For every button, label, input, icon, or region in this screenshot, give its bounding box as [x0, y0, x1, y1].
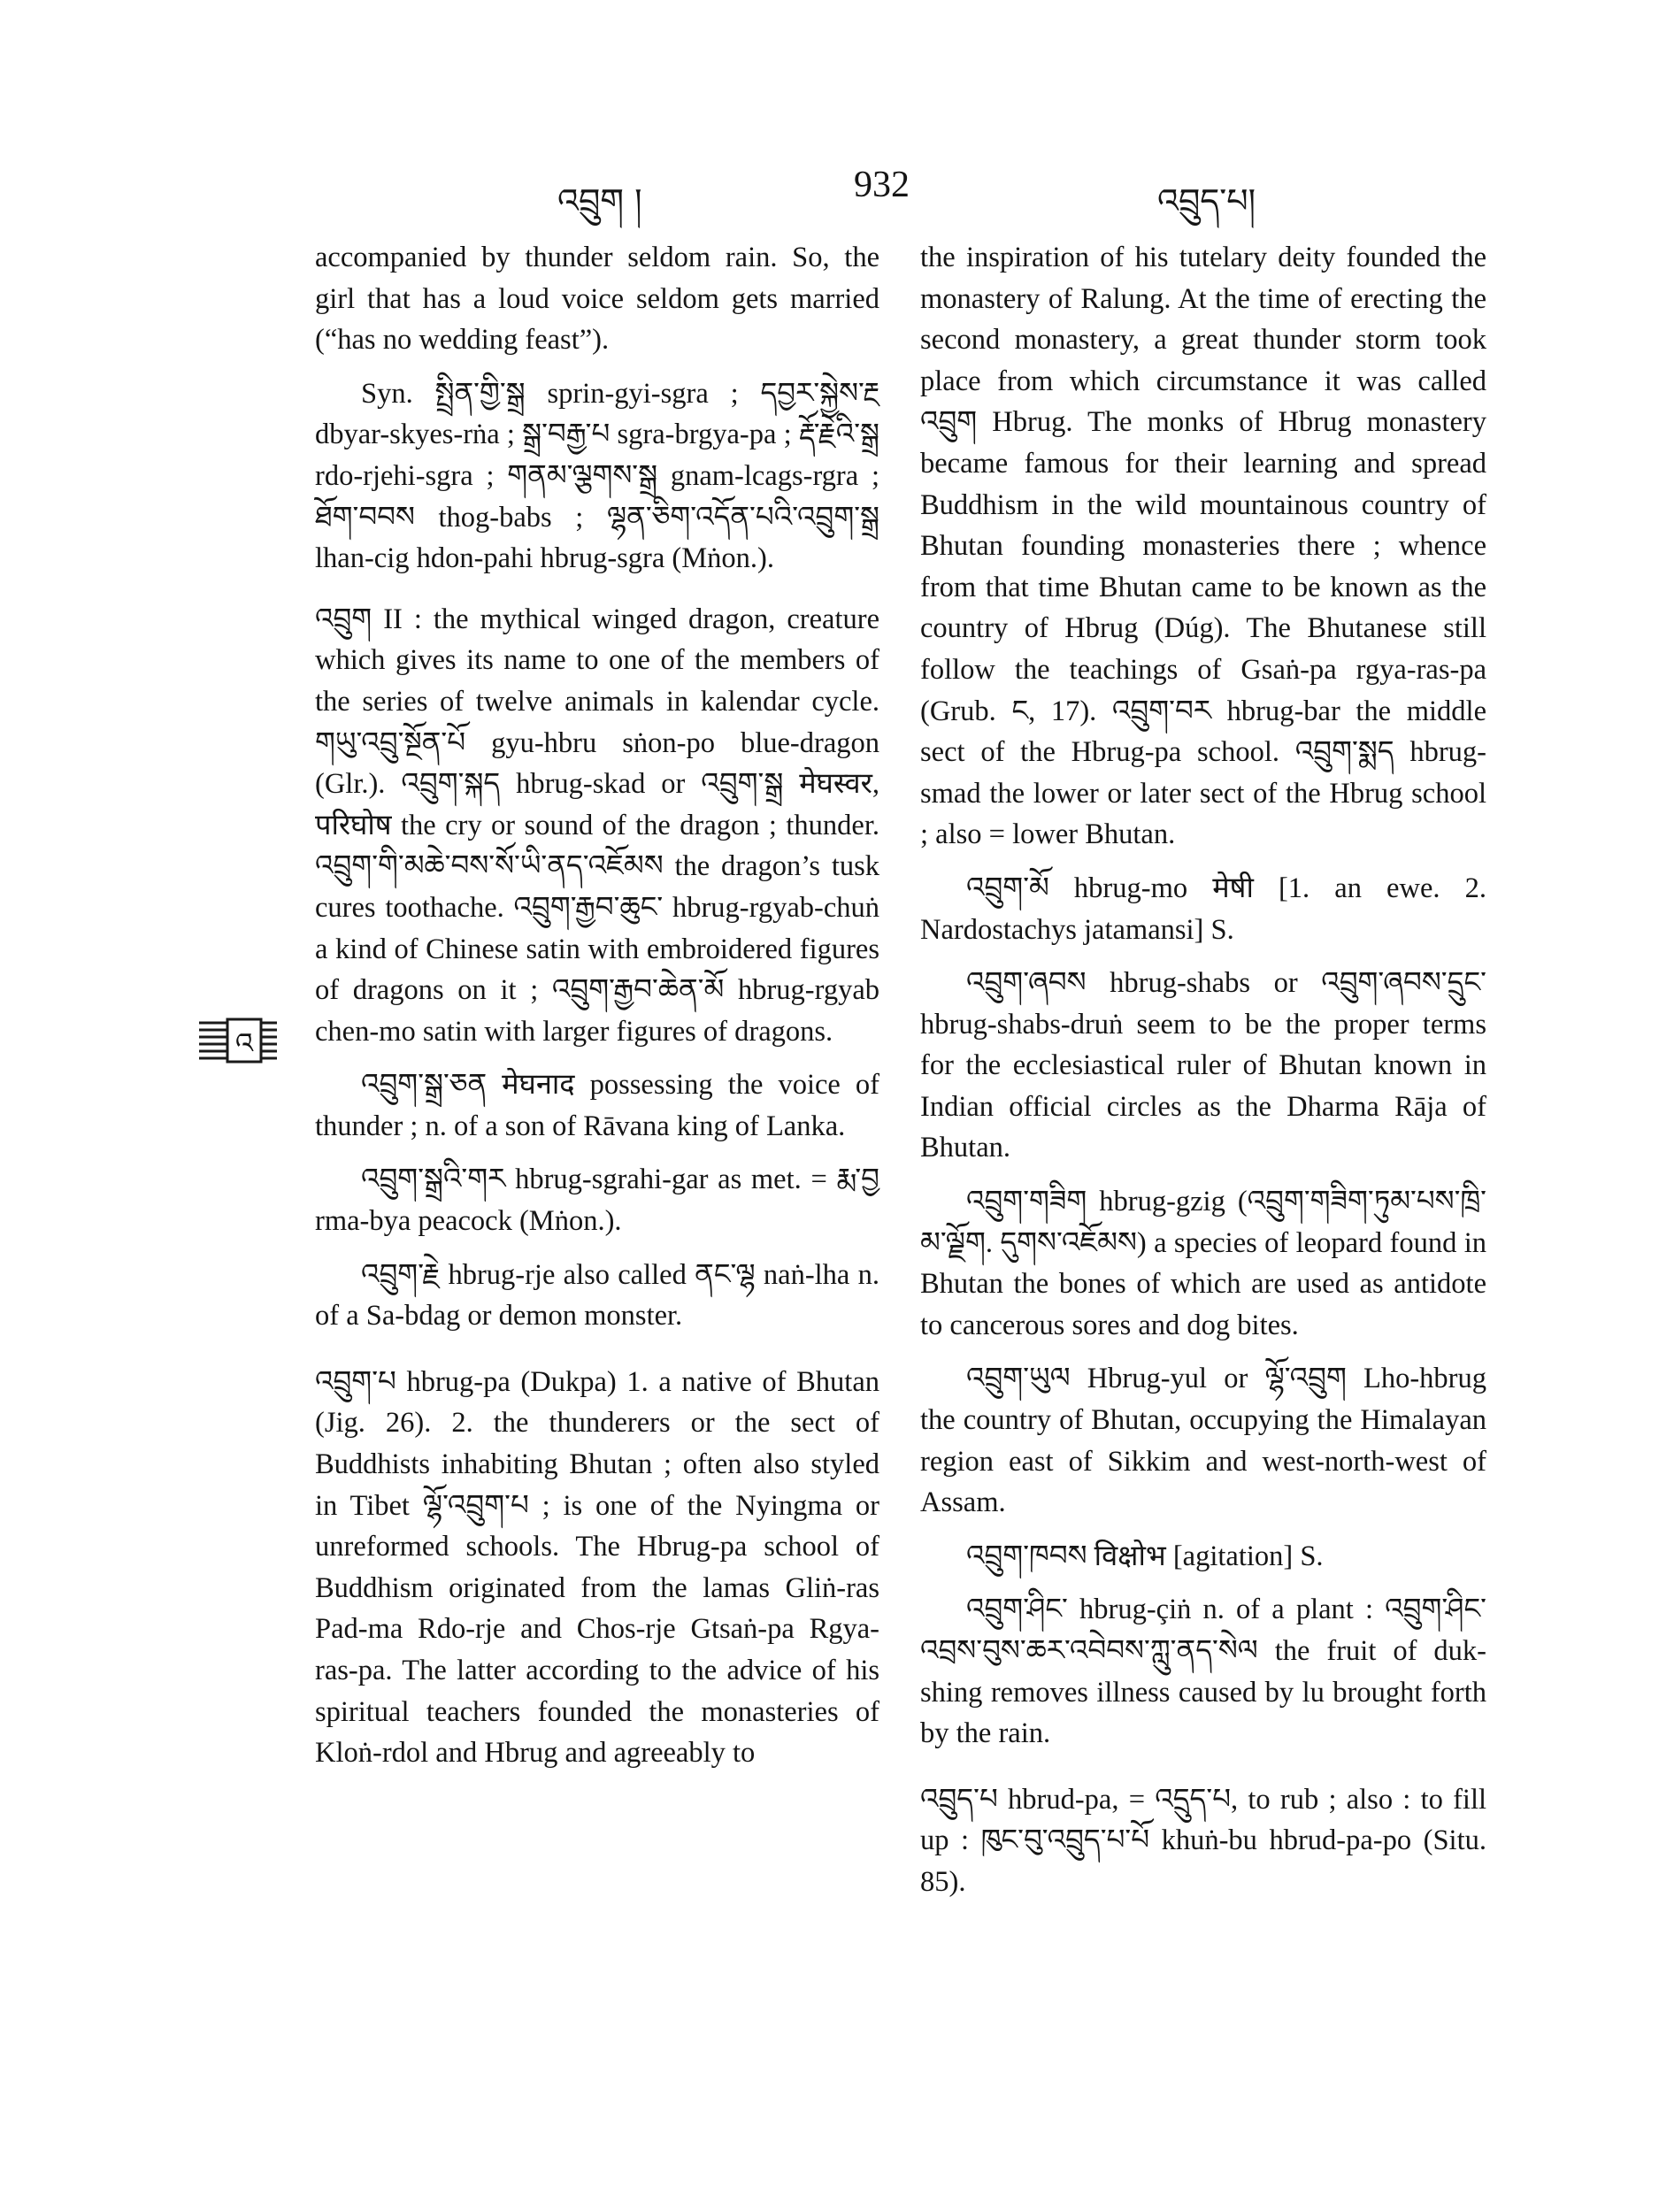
- left-column: [315, 237, 879, 1774]
- thumb-index-tab: [199, 1018, 277, 1065]
- entry-hbrug-shabs: འབྲུག་ཞབས hbrug-shabs or འབྲུག་ཞབས་དྲུང་ hbrug-shabs-druṅ seem to be the proper terms for the ecclesiastical ruler of Bhutan known in Indian official circles as the Dharma Rāja of Bhutan.: [920, 967, 1486, 1164]
- running-head-right: འབྲུད་པ།: [1157, 181, 1256, 220]
- entry-hbrug-ii: འབྲུག II : the mythical winged dragon, creature which gives its name to one of the members of the series of twelve animals in kalendar cycle. གཡུ་འབྲུ་སྔོན་པོ gyu-hbru sṅon-po blue-dragon (Glr.). འབྲུག་སྐད hbrug-skad or འབྲུག་སྒྲ मेघस्वर, परिघोष the cry or sound of the dragon ; thunder. འབྲུག་གི་མཆེ་བས་སོ་ཡི་ནད་འཇོམས the dragon’s tusk cures toothache. འབྲུག་རྒྱབ་ཆུང་ hbrug-rgyab-chuṅ a kind of Chinese satin with embroidered figures of dragons on it ; འབྲུག་རྒྱབ་ཆེན་མོ hbrug-rgyab chen-mo satin with larger figures of dragons.: [315, 603, 879, 1048]
- entry-hbrug-cin: འབྲུག་ཤིང་ hbrug-çiṅ n. of a plant : འབྲུག་ཤིང་འབྲས་བུས་ཆར་འབེབས་ཀླུ་ནད་སེལ the fruit of duk-shing removes illness caused by lu brought forth by the rain.: [920, 1594, 1486, 1750]
- entry-synonyms: Syn. སྤྲིན་གྱི་སྒྲ sprin-gyi-sgra ; དབྱར་སྐྱེས་རྔ dbyar-skyes-rṅa ; སྒྲ་བརྒྱ་པ sgra-brgya-pa ; རྡོ་རྗེའི་སྒྲ rdo-rjehi-sgra ; གནམ་ལྕགས་སྒྲ gnam-lcags-rgra ; ཐོག་བབས thog-babs ; ལྷན་ཅིག་འདོན་པའི་འབྲུག་སྒྲ lhan-cig hdon-pahi hbrug-sgra (Mṅon.).: [315, 377, 879, 575]
- page-number: 932: [854, 165, 910, 205]
- entry-hbrug-mo: འབྲུག་མོ hbrug-mo मेषी [1. an ewe. 2. Nardostachys jatamansi] S.: [920, 872, 1486, 946]
- entry-hbrug-pa-continued: the inspiration of his tutelary deity founded the monastery of Ralung. At the time of erecting the second monastery, a great thunder storm took place from which circumstance it was called འབྲུག Hbrug. The monks of Hbrug monastery became famous for their learning and spread Buddhism in the wild mountainous country of Bhutan founding monasteries there ; whence from that time Bhutan came to be known as the country of Hbrug (Dúg). The Bhutanese still follow the teachings of Gsaṅ-pa rgya-ras-pa (Grub. ང, 17). འབྲུག་བར hbrug-bar the middle sect of the Hbrug-pa school. འབྲུག་སྨད hbrug-smad the lower or later sect of the Hbrug school ; also = lower Bhutan.: [920, 242, 1486, 851]
- entry-hbrug-pa: འབྲུག་པ hbrug-pa (Dukpa) 1. a native of Bhutan (Jig. 26). 2. the thunderers or the sect of Buddhists inhabiting Bhutan ; often also styled in Tibet ལྷོ་འབྲུག་པ ; is one of the Nyingma or unreformed schools. The Hbrug-pa school of Buddhism originated from the lamas Gliṅ-ras Pad-ma Rdo-rje and Chos-rje Gtsaṅ-pa Rgya-ras-pa. The latter according to the advice of his spiritual teachers founded the monasteries of Kloṅ-rdol and Hbrug and agreeably to: [315, 1365, 879, 1770]
- entry-hbrug-gzig: འབྲུག་གཟིག hbrug-gzig (འབྲུག་གཟིག་ཏུམ་པས་ཁྲི་མ་ལྗོག. དུགས་འཇོམས) a species of leopard found in Bhutan the bones of which are used as antidote to cancerous sores and dog bites.: [920, 1186, 1486, 1341]
- entry-continuation: accompanied by thunder seldom rain. So, the girl that has a loud voice seldom gets married (“has no wedding feast”).: [315, 242, 879, 357]
- entry-hbrud-pa: འབྲུད་པ hbrud-pa, = འདྲུད་པ, to rub ; also : to fill up : ཁུང་བུ་འབྲུད་པ་པོ khuṅ-bu hbrud-pa-po (Situ. 85).: [920, 1783, 1486, 1898]
- entry-hbrug-sgrahi-gar: འབྲུག་སྒྲའི་གར hbrug-sgrahi-gar as met. = རྨ་བྱ rma-bya peacock (Mṅon.).: [315, 1164, 879, 1238]
- entry-hbrug-yul: འབྲུག་ཡུལ Hbrug-yul or ལྷོ་འབྲུག Lho-hbrug the country of Bhutan, occupying the Himalayan region east of Sikkim and west-north-west of Assam.: [920, 1363, 1486, 1519]
- right-column: [920, 237, 1486, 1903]
- entry-hbrug-rje: འབྲུག་རྗེ hbrug-rje also called ནང་ལྷ naṅ-lha n. of a Sa-bdag or demon monster.: [315, 1258, 879, 1333]
- thumb-index-letter: འ: [234, 1026, 254, 1060]
- entry-hbrug-sgra-can: འབྲུག་སྒྲ་ཅན मेघनाद possessing the voice of thunder ; n. of a son of Rāvana king of Lanka.: [315, 1069, 879, 1142]
- entry-hbrug-khabs: འབྲུག་ཁབས विक्षोभ [agitation] S.: [966, 1540, 1324, 1572]
- running-head-left: འབྲུག །: [557, 181, 642, 220]
